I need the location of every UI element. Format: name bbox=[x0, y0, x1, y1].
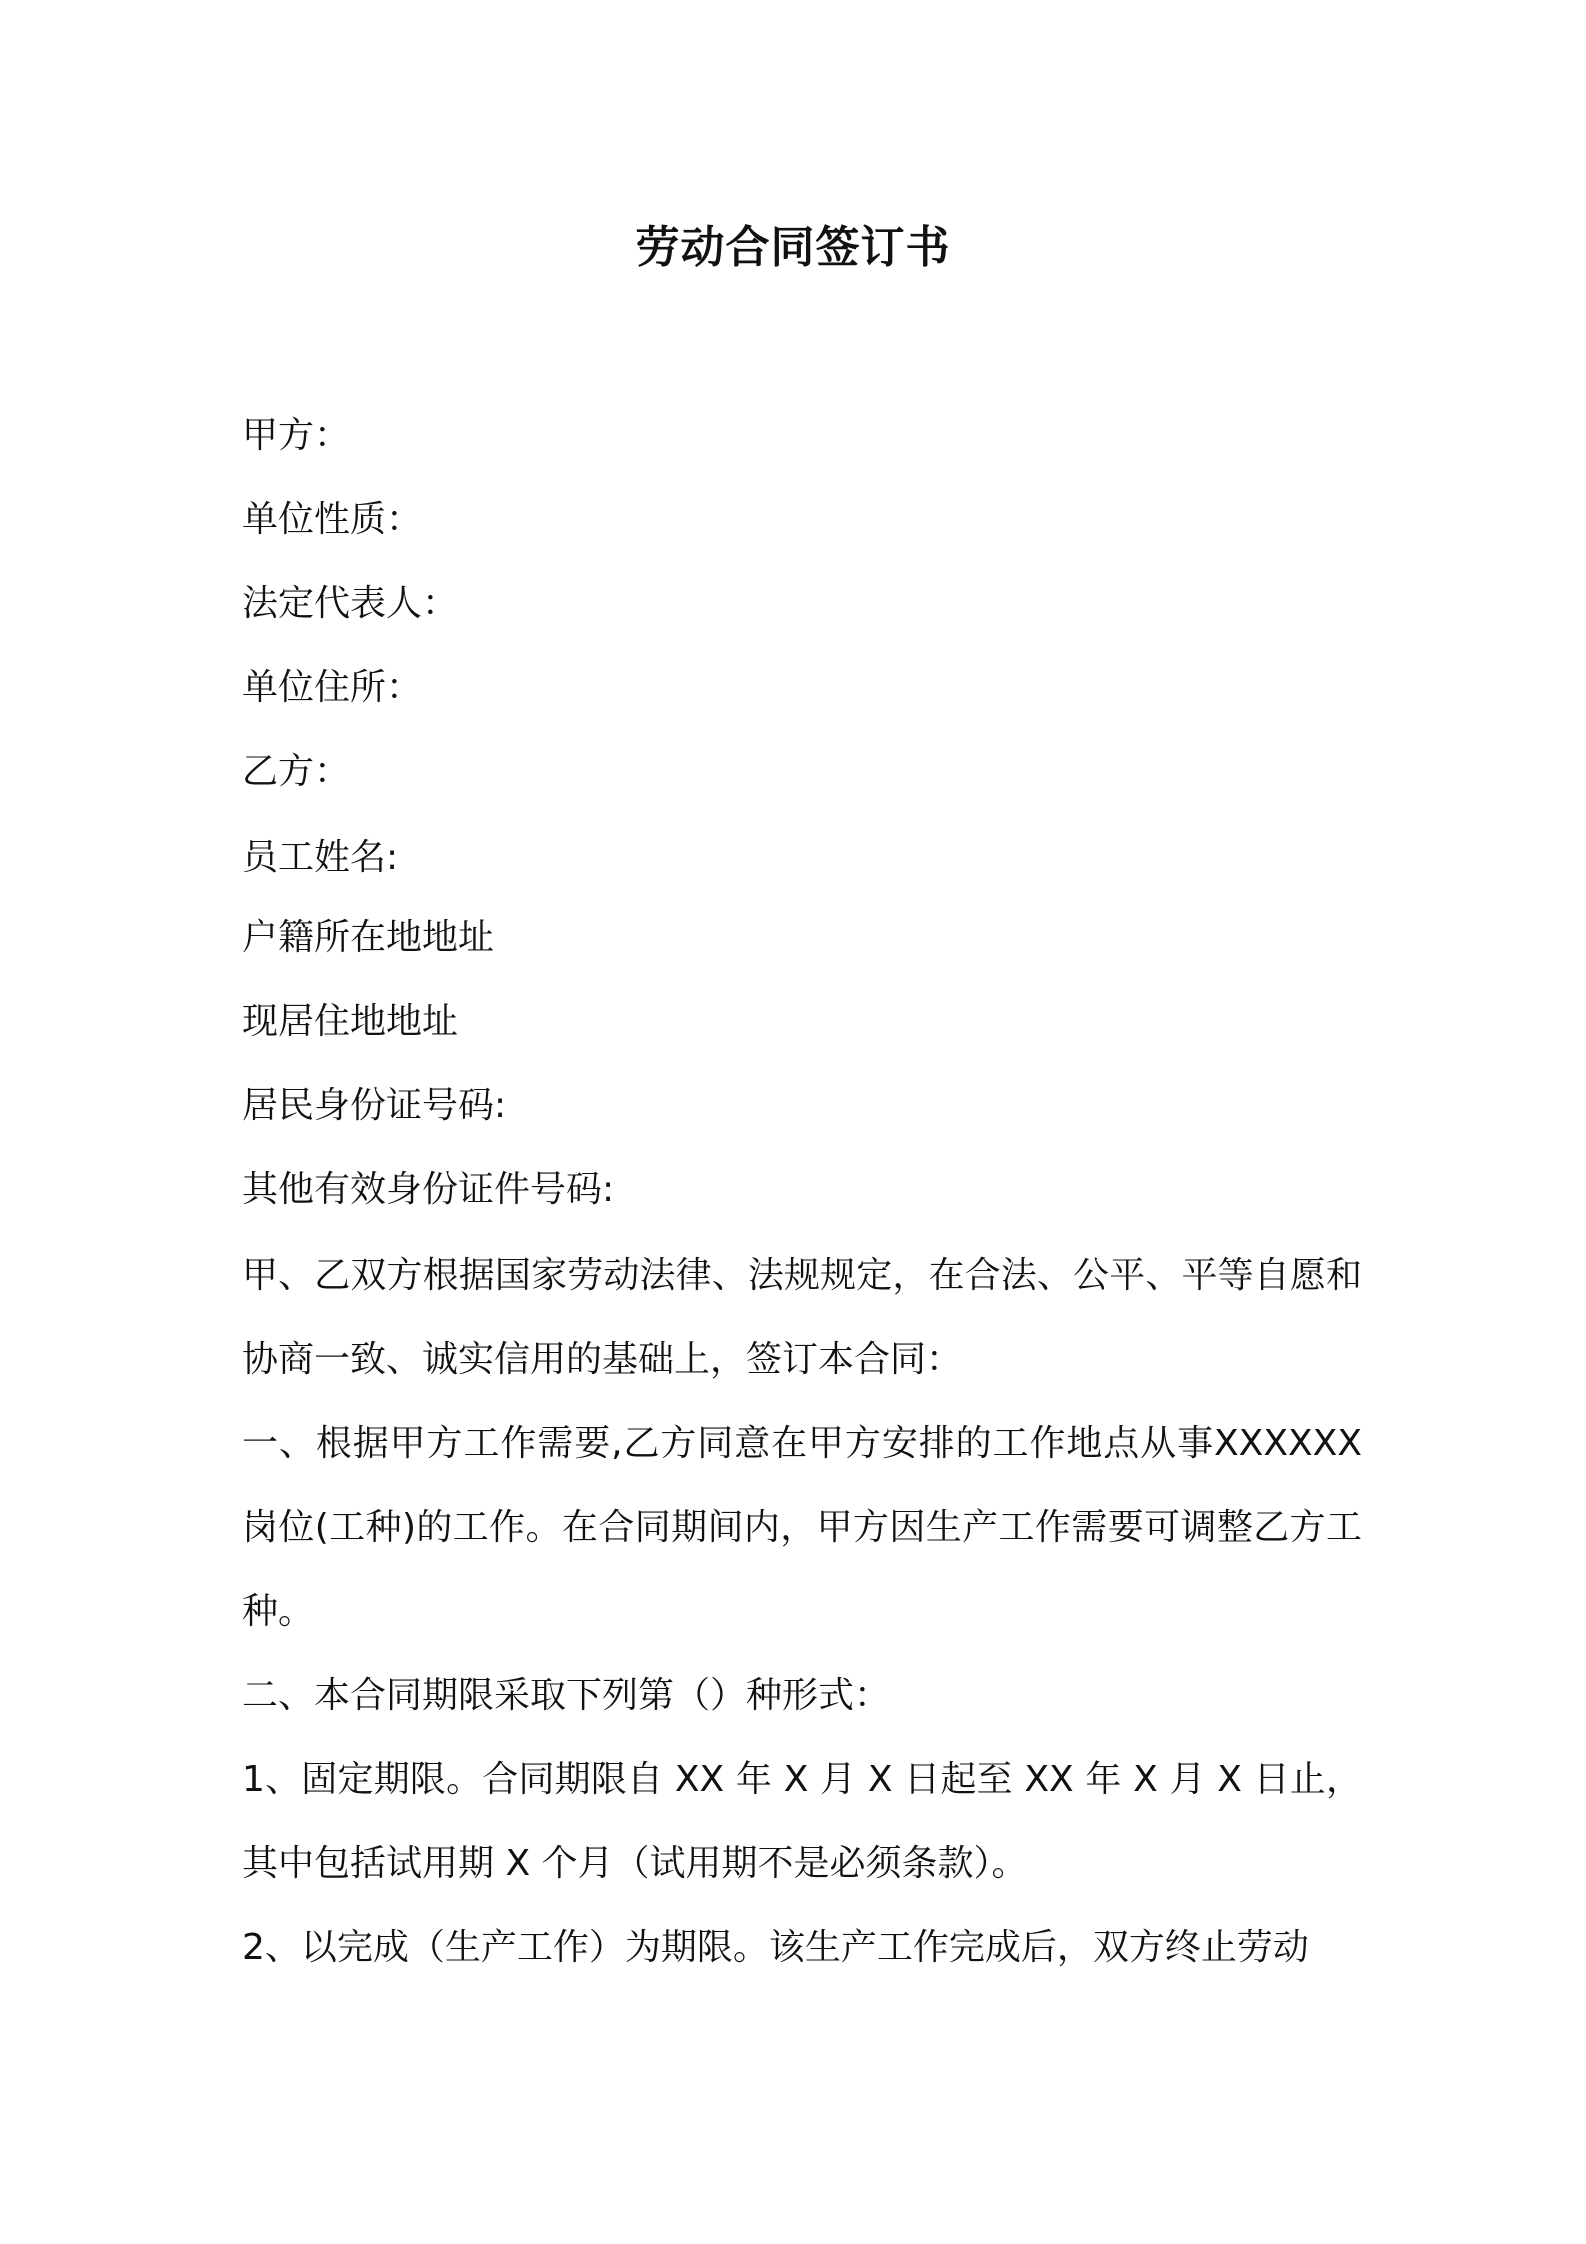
field-id-number: 居民身份证号码: bbox=[242, 1085, 507, 1126]
field-party-a: 甲方： bbox=[242, 415, 351, 456]
intro-paragraph: 甲、乙双方根据国家劳动法律、法规规定，在合法、公平、平等自愿和协商一致、诚实信用的基础上，签订本合同： bbox=[242, 1255, 1362, 1380]
document-title: 劳动合同签订书 bbox=[635, 222, 951, 273]
field-household-address: 户籍所在地地址 bbox=[242, 917, 495, 958]
field-employee-name: 员工姓名: bbox=[242, 837, 399, 878]
clause-2-heading: 二、本合同期限采取下列第（）种形式： bbox=[242, 1675, 891, 1716]
term-item-2: 2、以完成（生产工作）为期限。该生产工作完成后，双方终止劳动 bbox=[242, 1927, 1309, 1968]
field-unit-address: 单位住所： bbox=[242, 667, 423, 708]
field-legal-representative: 法定代表人： bbox=[242, 583, 459, 624]
clause-1-paragraph: 一、根据甲方工作需要,乙方同意在甲方安排的工作地点从事XXXXXX岗位(工种)的工作。在合同期间内，甲方因生产工作需要可调整乙方工种。 bbox=[242, 1423, 1362, 1632]
field-other-id-number: 其他有效身份证件号码: bbox=[242, 1169, 615, 1210]
field-party-b: 乙方： bbox=[242, 751, 351, 792]
field-current-address: 现居住地地址 bbox=[242, 1001, 459, 1042]
term-item-1: 1、固定期限。合同期限自 XX 年 X 月 X 日起至 XX 年 X 月 X 日止，其中包括试用期 X 个月（试用期不是必须条款）。 bbox=[242, 1759, 1362, 1884]
field-unit-nature: 单位性质： bbox=[242, 499, 423, 540]
